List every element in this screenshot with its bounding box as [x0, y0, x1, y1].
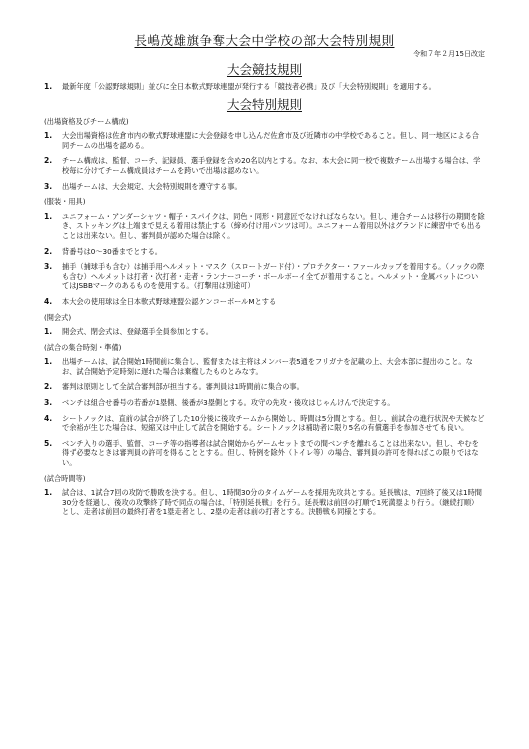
item-number: 2.	[44, 156, 53, 166]
item-text: 試合は、1試合7回の攻防で勝敗を決する。但し、1時間30分のタイムゲームを採用先攻共とする。延長戦は、7回終了後又は1時間30分を経過し、後攻の攻撃終了時で同点の場合は、「特別延長戦」を行う。延長戦は前回の打順で1死満塁より行う。（継続打順）とし、走者は前回の最終打者を1塁走者とし、2塁の走者は前の打者とする。決勝戦も同様とする。	[62, 488, 482, 517]
list-item	[44, 357, 485, 376]
group-heading: (開会式)	[44, 312, 72, 322]
item-text: ベンチは組合せ番号の若番が1塁側、後番が3塁側とする。攻守の先攻・後攻はじゃんけんで決定する。	[62, 398, 395, 408]
item-number: 1.	[44, 211, 53, 221]
group-heading: (試合時間等)	[44, 473, 86, 483]
list-item	[44, 262, 485, 291]
list-item	[44, 398, 485, 408]
group-heading: (試合の集合時刻・準備)	[44, 342, 122, 352]
item-text: 背番号は0〜30番までとする。	[62, 246, 162, 256]
item-text: シートノックは、直前の試合が終了した10分後に後攻チームから開始し、時間は5分間とする。但し、前試合の進行状況や天候などで余裕が生じた場合は、短縮又は中止して試合を開始する。シートノックは補助者に限り5名の有償選手を参加させても良い。	[62, 413, 485, 433]
list-item	[44, 247, 485, 257]
item-text: 審判は原則として全試合審判部が担当する。審判員は1時間前に集合の事。	[62, 382, 304, 392]
item-number: 1.	[44, 131, 53, 141]
item-number: 3.	[44, 262, 53, 272]
list-item	[44, 82, 485, 92]
list-item	[44, 131, 485, 150]
item-text: 捕手（捕球手も含む）は捕手用ヘルメット・マスク（スロートガード付）・プロテクター・ファールカップを着用する。（ノックの際も含む）ヘルメットは打者・次打者・走者・ランナーコーチ・ボールボーイ全てが着用すること。ヘルメット・金属バットについてはJSBBマークのあるものを使用する。（打撃用は別途可）	[62, 262, 485, 291]
item-number: 4.	[44, 413, 53, 423]
page-title: 長嶋茂雄旗争奪大会中学校の部大会特別規則	[134, 33, 395, 48]
item-number: 1.	[44, 488, 53, 498]
item-number: 5.	[44, 438, 53, 448]
list-item	[44, 414, 485, 433]
item-text: 開会式、閉会式は、登録選手全員参加とする。	[62, 327, 213, 337]
list-item	[44, 327, 485, 337]
list-item	[44, 182, 485, 192]
item-text: ユニフォーム・アンダーシャツ・帽子・スパイクは、同色・同形・同意匠でなければならない。但し、連合チームは移行の期間を除き、ストッキングは上端まで見える着用は禁止する（締め付け用パンツは可）。ユニフォーム着用以外はグランドに練習中でも出ることは出来ない。但し、審判員が認めた場合は除く。	[62, 211, 485, 240]
item-text: 本大会の使用球は全日本軟式野球連盟公認ケンコーボールMとする	[62, 296, 277, 306]
item-text: 出場チームは、大会規定、大会特別規則を遵守する事。	[62, 181, 242, 191]
item-number: 4.	[44, 296, 53, 306]
list-item	[44, 297, 485, 307]
item-number: 3.	[44, 398, 53, 408]
item-number: 2.	[44, 246, 53, 256]
item-number: 3.	[44, 181, 53, 191]
item-number: 2.	[44, 382, 53, 392]
group-heading: (出場資格及びチーム構成)	[44, 116, 129, 126]
list-item	[44, 156, 485, 175]
item-text: 大会出場資格は佐倉市内の軟式野球連盟に大会登録を申し込んだ佐倉市及び近隣市の中学校であること。但し、同一地区による合同チームの出場を認める。	[62, 131, 479, 150]
group-heading: (服装・用具)	[44, 197, 86, 207]
item-number: 1.	[44, 327, 53, 337]
list-item	[44, 439, 485, 468]
item-number: 1.	[44, 357, 53, 367]
item-text: 最新年度「公認野球規則」並びに全日本軟式野球連盟が発行する「競技者必携」及び「大会特別規則」を適用する。	[62, 82, 436, 91]
list-item	[44, 488, 485, 517]
section-title-special-rules: 大会特別規則	[226, 96, 302, 112]
revision-date: 令和７年２月15日改定	[413, 50, 485, 58]
list-item	[44, 212, 485, 241]
section-title-competition-rules: 大会競技規則	[226, 62, 302, 77]
list-item	[44, 382, 485, 392]
item-number: 1.	[44, 82, 53, 91]
item-text: 出場チームは、試合開始1時間前に集合し、監督または主将はメンバー表5通をフリガナを記載の上、大会本部に提出のこと。なお、試合開始予定時刻に遅れた場合は棄権したものとみなす。	[62, 357, 473, 376]
item-text: チーム構成は、監督、コーチ、記録員、選手登録を含め20名以内とする。なお、本大会に同一校で複数チーム出場する場合は、学校毎に分けてチーム構成員はチームを跨いで出場は認めない。	[62, 156, 481, 175]
item-text: ベンチ入りの選手、監督、コーチ等の指導者は試合開始からゲームセットまでの間ベンチを離れることは出来ない。但し、やむを得ず必要なときは審判員の許可を得ることとする。但し、特例を除外（トイレ等）の場合、審判員の許可を得ればこの限りではない。	[62, 438, 479, 468]
